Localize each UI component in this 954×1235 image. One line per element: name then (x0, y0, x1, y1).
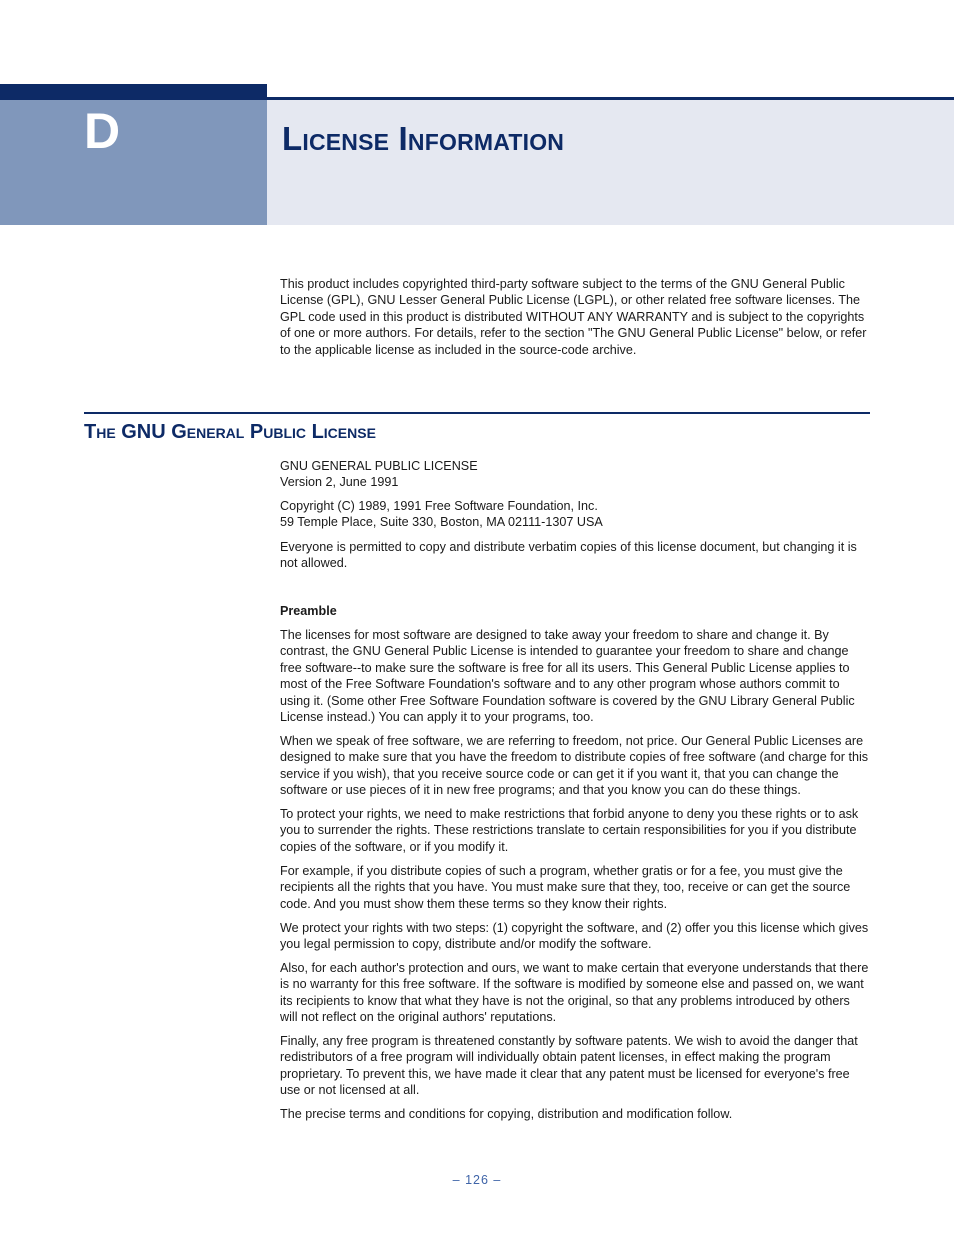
page-number: – 126 – (452, 1173, 502, 1187)
chapter-letter: D (84, 103, 121, 159)
permission-text: Everyone is permitted to copy and distribute verbatim copies of this license document, but changing it is not allowed. (280, 540, 857, 571)
preamble-paragraph: We protect your rights with two steps: (1) copyright the software, and (2) offer you this license which gives you legal permission to copy, distribute and/or modify the software. (280, 920, 869, 951)
license-version: Version 2, June 1991 (280, 475, 399, 490)
preamble-paragraph: Also, for each author's protection and ours, we want to make certain that everyone understands that there is no warranty for this free software. If the software is modified by someone else and passed on, we want its recipients to know that what they have is not the original, so that any problems introduced by others will not reflect on the original authors' reputations. (280, 960, 869, 1025)
copyright-line: Copyright (C) 1989, 1991 Free Software Foundation, Inc. (280, 499, 598, 513)
license-name: GNU GENERAL PUBLIC LICENSE (280, 459, 478, 473)
address-line: 59 Temple Place, Suite 330, Boston, MA 02111-1307 USA (280, 515, 603, 530)
preamble-heading: Preamble (280, 604, 337, 618)
preamble-paragraph: The precise terms and conditions for copying, distribution and modification follow. (280, 1107, 733, 1122)
permission-block (280, 539, 870, 572)
preamble-paragraph: The licenses for most software are designed to take away your freedom to share and change it. By contrast, the GNU General Public License is intended to guarantee your freedom to share and change free software--to make sure the software is free for all its users. This General Public License applies to most of the Free Software Foundation's software and to any other program whose authors commit to using it. (Some other Free Software Foundation software is covered by the GNU Library General Public License instead.) You can apply it to your programs, too. (280, 628, 855, 725)
preamble-paragraph: When we speak of free software, we are referring to freedom, not price. Our General Public Licenses are designed to make sure that you have the freedom to distribute copies of free software (and charge for this service if you wish), that you receive source code or can get it if you want it, that you can change the software or use pieces of it in new free programs; and that you know you can do these things. (280, 733, 869, 798)
section-heading: The GNU General Public License (84, 421, 376, 443)
chapter-block (0, 84, 267, 225)
intro-paragraph: This product includes copyrighted third-party software subject to the terms of the GNU General Public License (GPL), GNU Lesser General Public License (LGPL), or other related free software licenses. The GPL code used in this product is distributed WITHOUT ANY WARRANTY and is subject to the copyrights of one or more authors. For details, refer to the section "The GNU General Public License" below, or refer to the applicable license as included in the source-code archive. (280, 277, 867, 357)
license-header (280, 458, 870, 491)
preamble-paragraph: For example, if you distribute copies of such a program, whether gratis or for a fee, you must give the recipients all the rights that you have. You must make sure that they, too, receive or can get the source code. And you must show them these terms so they know their rights. (280, 863, 851, 911)
preamble-paragraph: Finally, any free program is threatened constantly by software patents. We wish to avoid the danger that redistributors of a free program will individually obtain patent licenses, in effect making the program proprietary. To prevent this, we have made it clear that any patent must be licensed for everyone's free use or not licensed at all. (280, 1033, 858, 1098)
preamble-paragraph: To protect your rights, we need to make restrictions that forbid anyone to deny you these rights or to ask you to surrender the rights. These restrictions translate to certain responsibilities for you if you distribute copies of the software, or if you modify it. (280, 807, 859, 854)
copyright-block (280, 498, 870, 531)
chapter-title-band (267, 97, 954, 225)
chapter-title: License Information (282, 120, 565, 157)
preamble-body (280, 627, 870, 1122)
intro-text (280, 276, 870, 358)
chapter-block-topbar (0, 84, 267, 100)
section-divider (84, 412, 870, 414)
